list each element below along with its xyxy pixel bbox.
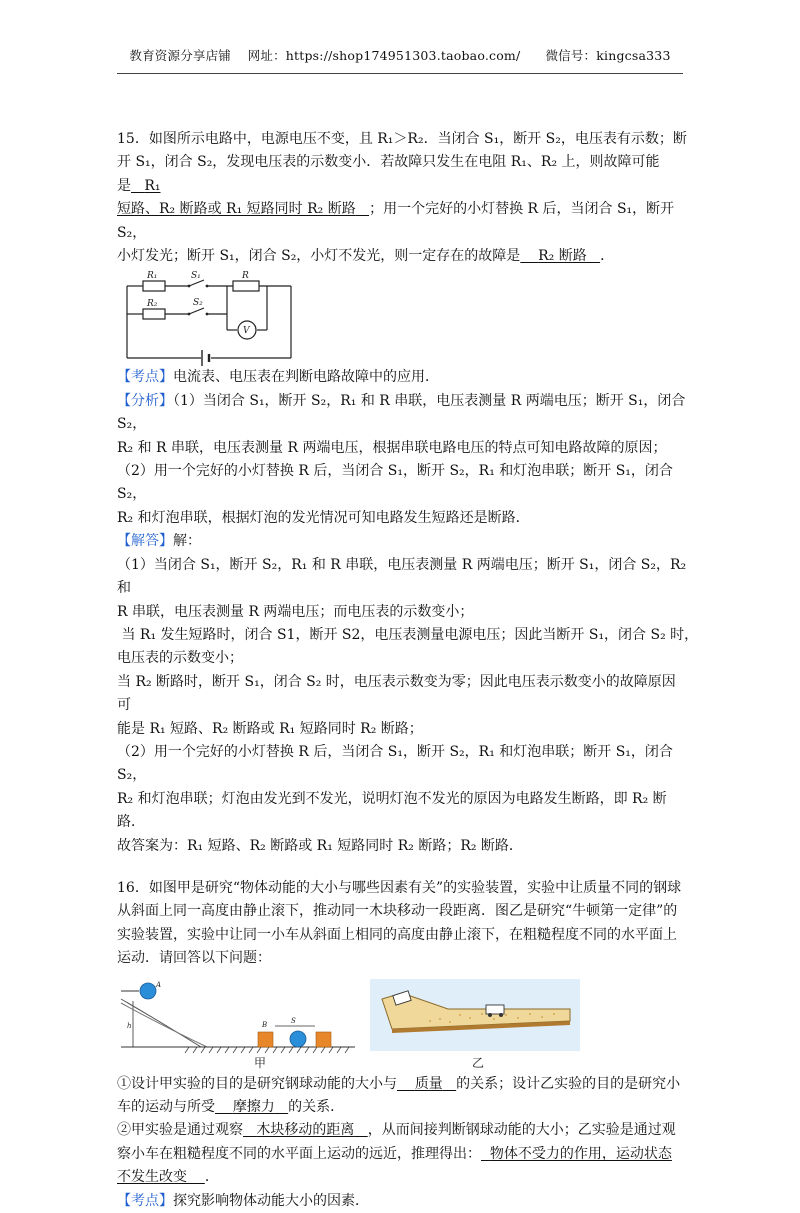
header-divider (117, 73, 683, 74)
q15-jieda-7: （2）用一个完好的小灯替换 R 后，当闭合 S₁，断开 S₂，R₁ 和灯泡串联；断开 S₁，闭合 S₂， (117, 743, 673, 784)
q15-line-4: 小灯发光；断开 S₁，闭合 S₂，小灯不发光，则一定存在的故障是 R₂ 断路 ． (117, 248, 615, 265)
label-r2: R₂ (147, 299, 158, 310)
label-h: h (127, 1021, 132, 1030)
q15-jieda-1: （1）当闭合 S₁，断开 S₂，R₁ 和 R 串联，电压表测量 R 两端电压；断开 S₁，闭合 S₂，R₂ 和 (117, 556, 687, 597)
label-a: A (156, 980, 162, 989)
q15-jieda-9: 故答案为：R₁ 短路、R₂ 断路或 R₁ 短路同时 R₂ 断路；R₂ 断路． (117, 837, 523, 854)
figure-yi (370, 979, 580, 1071)
q16-figures (117, 981, 687, 1073)
fenxi-tag: 【分析】 (117, 392, 173, 409)
q15-line-1: 15．如图所示电路中，电源电压不变，且 R₁＞R₂．当闭合 S₁，断开 S₂，电压表有示数；断 (117, 131, 687, 147)
q16-kaodian-tag: 【考点】 (117, 1192, 173, 1209)
q15-fenxi-4: R₂ 和灯泡串联，根据灯泡的发光情况可知电路发生短路还是断路． (117, 509, 530, 526)
q16-item2-line2: 察小车在粗糙程度不同的水平面上运动的远近，推理得出： 物体不受力的作用，运动状态 (117, 1145, 672, 1162)
kaodian-tag: 【考点】 (117, 369, 173, 386)
q16-answer-conclusion-b: 不发生改变 (117, 1169, 187, 1186)
q16-answer-distance: 木块移动的距离 (256, 1122, 355, 1139)
label-s: S (291, 1016, 296, 1025)
figure-jia (119, 981, 359, 1073)
q15-answer-1b: 短路、R₂ 断路或 R₁ 短路同时 R₂ 断路 (117, 201, 356, 218)
q15-jieda-head: 【解答】解： (117, 533, 201, 550)
q15-answer-2: R₂ 断路 (538, 248, 587, 265)
q16-answer-conclusion-a: 物体不受力的作用，运动状态 (489, 1145, 672, 1162)
q15-line-4-text: 小灯发光；断开 S₁，闭合 S₂，小灯不发光，则一定存在的故障是 (117, 248, 521, 265)
q15-jieda-5: 当 R₂ 断路时，断开 S₁，闭合 S₂ 时，电压表示数变为零；因此电压表示数变小的故障原因可 (117, 673, 676, 714)
q16-item2-line1: ②甲实验是通过观察 木块移动的距离 ，从而间接判断钢球动能的大小；乙实验是通过观 (117, 1122, 676, 1139)
label-r1: R₁ (147, 271, 158, 282)
q15-line-3 (117, 198, 687, 245)
q16-kaodian: 【考点】探究影响物体动能大小的因素． (117, 1192, 369, 1209)
label-r: R (242, 271, 249, 282)
label-yi: 乙 (472, 1055, 485, 1070)
page-header: 教育资源分享店铺 网址：https://shop174951303.taobao.com/ 微信号：kingcsa333 (129, 48, 671, 63)
q15-jieda-8: R₂ 和灯泡串联；灯泡由发光到不发光，说明灯泡不发光的原因为电路发生断路，即 R₂ 断路． (117, 790, 667, 831)
q16-answer-friction: 摩擦力 (232, 1099, 275, 1115)
label-s2: S₂ (193, 298, 203, 309)
q16-answer-mass: 质量 (414, 1075, 443, 1092)
jieda-tag: 【解答】 (117, 533, 173, 550)
label-b: B (262, 1020, 268, 1029)
q15-jieda-4: 电压表的示数变小； (117, 650, 243, 667)
q15-jieda-2: R 串联，电压表测量 R 两端电压；而电压表的示数变小； (117, 603, 474, 620)
q15-answer-1a-text: R₁ (144, 177, 161, 194)
q15-fenxi-1: 【分析】（1）当闭合 S₁，断开 S₂，R₁ 和 R 串联，电压表测量 R 两端电压；断开 S₁，闭合 S₂， (117, 392, 686, 433)
q16-line-3: 实验装置，实验中让同一小车从斜面上相同的高度由静止滚下，在粗糙程度不同的水平面上 (117, 926, 677, 943)
q15-kaodian: 【考点】电流表、电压表在判断电路故障中的应用． (117, 369, 439, 386)
q15-line-2 (117, 151, 687, 198)
label-s1: S₁ (191, 271, 201, 282)
q16-line-4: 运动．请回答以下问题： (117, 950, 271, 967)
q15-fenxi-2: R₂ 和 R 串联，电压表测量 R 两端电压，根据串联电路电压的特点可知电路故障的原因； (117, 439, 667, 456)
label-jia: 甲 (254, 1055, 267, 1070)
circuit-diagram (121, 270, 296, 366)
q16-item1-line2: 车的运动与所受 摩擦力 的关系． (117, 1099, 345, 1115)
q15-line-2-text: 开 S₁，闭合 S₂，发现电压表的示数变小．若故障只发生在电阻 R₁、R₂ 上，则故障可能是 (117, 154, 660, 194)
q16-item1-line1: ①设计甲实验的目的是研究钢球动能的大小与 质量 的关系；设计乙实验的目的是研究小 (117, 1075, 681, 1092)
q15-fenxi-3: （2）用一个完好的小灯替换 R 后，当闭合 S₁，断开 S₂，R₁ 和灯泡串联；断开 S₁，闭合 S₂， (117, 463, 673, 503)
q15-jieda-3: 当 R₁ 发生短路时，闭合 S1，断开 S2，电压表测量电源电压；因此当断开 S₁，闭合 S₂ 时， (117, 626, 699, 643)
q16-item2-line3: 不发生改变 ． (117, 1169, 219, 1186)
q15-answer-1a (131, 178, 161, 194)
q15-jieda-6: 能是 R₁ 短路、R₂ 断路或 R₁ 短路同时 R₂ 断路； (117, 720, 423, 737)
label-voltmeter: V (243, 326, 250, 337)
q15-line-3-text: ；用一个完好的小灯替换 R 后，当闭合 S₁，断开 S₂， (117, 201, 675, 241)
q16-line-2: 从斜面上同一高度由静止滚下，推动同一木块移动一段距离．图乙是研究“牛顿第一定律”的 (117, 903, 678, 920)
q16-line-1: 16．如图甲是研究“物体动能的大小与哪些因素有关”的实验装置，实验中让质量不同的钢球 (117, 879, 682, 896)
document-body (117, 128, 699, 1213)
